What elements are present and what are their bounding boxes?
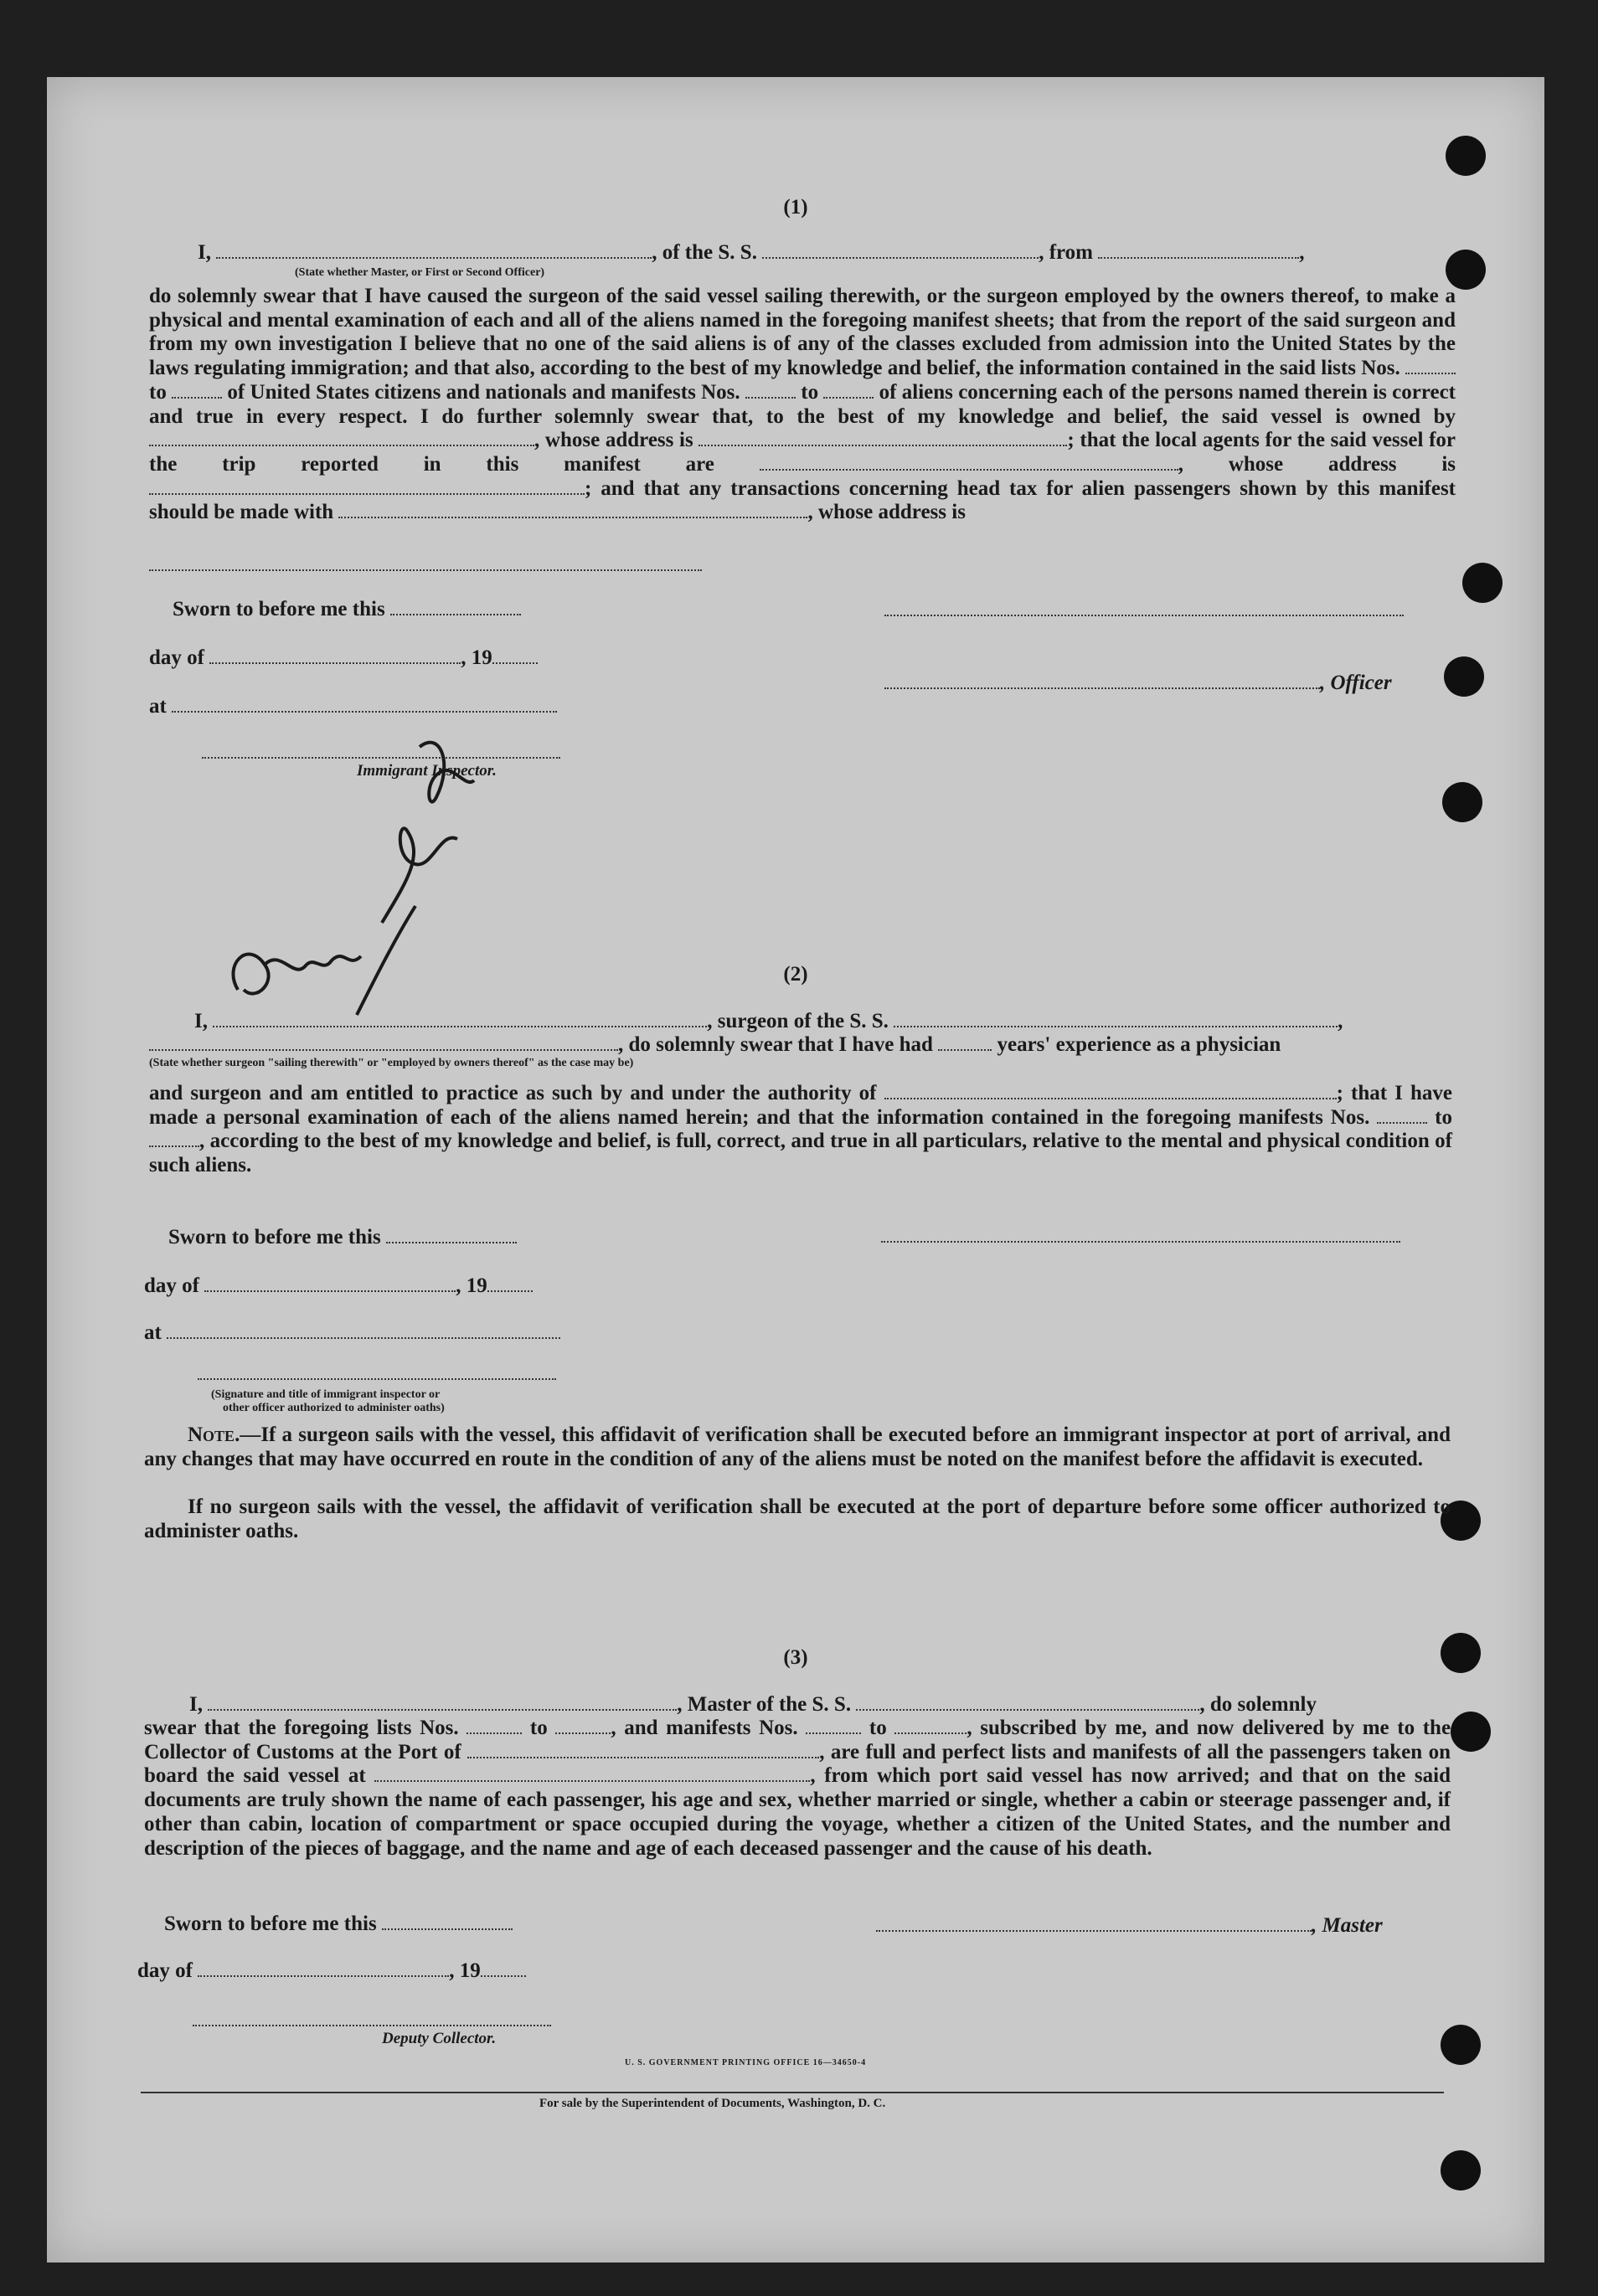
authorized-signature-line: [198, 1378, 556, 1380]
section-1-officer-line: I, , of the S. S. , from ,: [198, 241, 1305, 264]
surgeon-signature-line: [881, 1241, 1400, 1243]
section-2-sworn: Sworn to before me this: [168, 1226, 517, 1249]
binder-hole: [1446, 136, 1486, 176]
manifest-page: [47, 77, 1544, 2263]
section-1-body: do solemnly swear that I have caused the surgeon of the said vessel sailing therewith, or the surgeon employed by the owners thereof, to make a physical and mental examination of each and all of the aliens named in the foregoing manifest sheets; that from the report of the said surgeon and from my own investigation I believe that no one of the said aliens is of any of the classes excluded from admission into the United States by the laws regulating immigration; and that also, according to the best of my knowledge and belief, the information contained in the said lists Nos. to of United States citizens and nationals and manifests Nos. to of aliens concerning each of the persons named therein is correct and true in every respect. I do further solemnly swear that, to the best of my knowledge and belief, the said vessel is owned by , whose address is ; that the local agents for the said vessel for the trip reported in this manifest are , whose address is ; and that any transactions concerning head tax for alien passengers shown by this manifest should be made with , whose address is: [149, 285, 1456, 524]
sale-notice: For sale by the Superintendent of Documents, Washington, D. C.: [539, 2097, 886, 2110]
section-3-master-line: I, , Master of the S. S. , do solemnly: [189, 1693, 1317, 1716]
section-1-number: (1): [783, 196, 808, 219]
section-3-body: swear that the foregoing lists Nos. to , and manifests Nos. to , subscribed by me, and now delivered by me to the Collector of Customs at the Port of , are full and perfect lists and manifests of all the passengers taken on board the said vessel at , from which port said vessel has now arrived; and that on the said documents are truly shown the name of each passenger, his age and sex, whether married or single, whether a cabin or steerage passenger and, if other than cabin, location of compartment or space occupied during the voyage, whether a citizen of the United States, and the number and description of the pieces of baggage, and the name and age of each deceased passenger and the cause of his death.: [144, 1717, 1451, 1860]
binder-hole: [1441, 2025, 1481, 2065]
section-1-sworn: Sworn to before me this: [173, 598, 521, 621]
section-2-number: (2): [783, 963, 808, 986]
inspector-label: Immigrant Inspector.: [357, 762, 497, 780]
section-2-surgeon-line: I, , surgeon of the S. S. ,: [194, 1010, 1343, 1032]
signature-hint-2: other officer authorized to administer oaths): [223, 1402, 445, 1414]
section-1-officer: , Officer: [884, 672, 1392, 695]
section-1-day: day of , 19: [149, 646, 538, 670]
binder-hole: [1462, 563, 1503, 603]
officer-signature-line-1: [884, 615, 1404, 616]
note-paragraph: Note.—If a surgeon sails with the vessel, this affidavit of verification shall be executed before an immigrant inspector at port of arrival, and any changes that may have occurred en route in the condition of any of the aliens must be noted on the manifest before the affidavit is executed.: [144, 1423, 1451, 1470]
gpo-imprint: U. S. GOVERNMENT PRINTING OFFICE 16—34650-4: [625, 2058, 867, 2067]
binder-hole: [1451, 1712, 1491, 1752]
signature-hint-1: (Signature and title of immigrant inspector or: [211, 1388, 441, 1401]
binder-hole: [1444, 656, 1484, 697]
section-3-day: day of , 19: [137, 1959, 526, 1983]
footer-rule: [141, 2092, 1444, 2093]
section-3-sworn: Sworn to before me this: [164, 1912, 513, 1936]
section-2-day: day of , 19: [144, 1274, 533, 1298]
officer-hint: (State whether Master, or First or Second Officer): [295, 266, 545, 279]
deputy-signature-line: [193, 2025, 551, 2026]
note-paragraph-2: If no surgeon sails with the vessel, the affidavit of verification shall be executed at the port of departure before some officer authorized to administer oaths.: [144, 1495, 1451, 1542]
section-3-number: (3): [783, 1646, 808, 1669]
section-2-at: at: [144, 1321, 560, 1345]
address-line: [149, 569, 702, 571]
section-3-master: , Master: [876, 1914, 1383, 1938]
section-2-experience-line: , do solemnly swear that I have had years' experience as a physician: [149, 1033, 1281, 1057]
binder-hole: [1442, 782, 1482, 822]
section-2-body: and surgeon and am entitled to practice as such by and under the authority of ; that I have made a personal examination of each of the aliens named herein; and that the information contained in the foregoing manifests Nos. to , according to the best of my knowledge and belief, is full, correct, and true in all particulars, relative to the mental and physical condition of such aliens.: [149, 1082, 1452, 1177]
section-1-at: at: [149, 695, 557, 718]
binder-hole: [1441, 2150, 1481, 2190]
surgeon-hint: (State whether surgeon "sailing therewith" or "employed by owners thereof" as the case may be): [149, 1057, 634, 1069]
binder-hole: [1446, 250, 1486, 290]
deputy-label: Deputy Collector.: [382, 2030, 497, 2047]
